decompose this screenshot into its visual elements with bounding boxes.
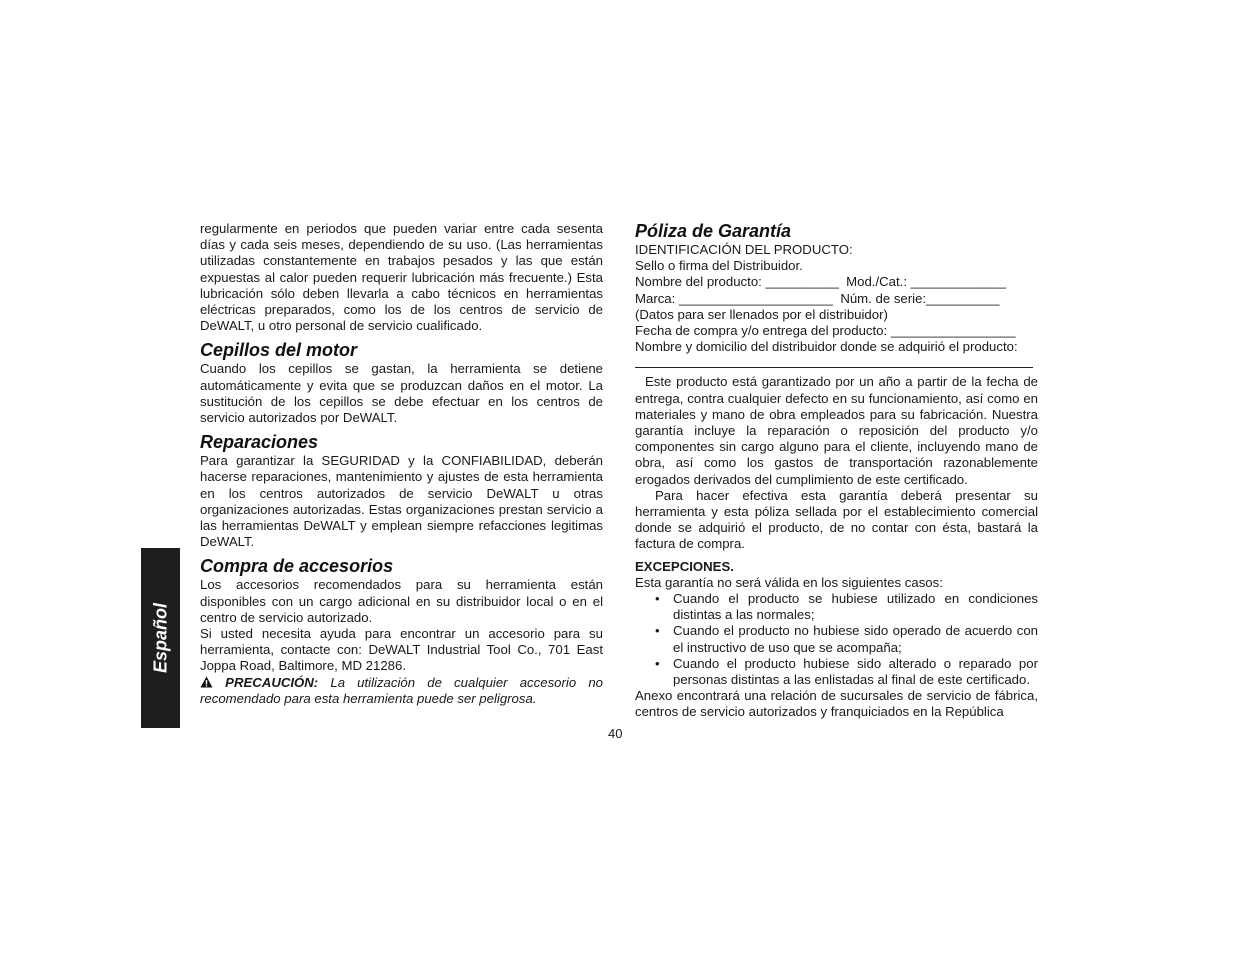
form-line-distributor-address: Nombre y domicilio del distribuidor donde se adquirió el producto: — [635, 339, 1018, 355]
warranty-paragraph-1: Este producto está garantizado por un año a partir de la fecha de entrega, contra cualquier defecto en su funcionamiento, así como en materiales y mano de obra empleados para su fabricación. Nuestra garantía incluye la reparación o reposición del producto y/o componentes sin cargo alguno para el cliente, incluyendo mano de obra, así como los gastos de transportación razonablemente erogados derivados del cumplimiento de este certificado. — [635, 374, 1038, 487]
form-line-seal: Sello o firma del Distribuidor. — [635, 258, 803, 274]
caution-text: La utilización de cualquier accesorio no recomendado para esta herramienta puede ser peligrosa. — [200, 674, 603, 706]
caution-paragraph — [200, 675, 603, 707]
repairs-heading: Reparaciones — [200, 432, 319, 453]
exceptions-heading: EXCEPCIONES. — [635, 558, 734, 574]
form-line-identification: IDENTIFICACIÓN DEL PRODUCTO: — [635, 242, 853, 257]
bullet-icon: • — [655, 591, 660, 607]
list-item — [635, 591, 1038, 623]
form-line-product-name: Nombre del producto: __________ Mod./Cat.: _____________ — [635, 274, 1006, 290]
list-item — [635, 656, 1038, 688]
exceptions-list — [635, 591, 1038, 688]
lubrication-paragraph: regularmente en periodos que pueden variar entre cada sesenta días y cada seis meses, dependiendo de su uso. (Las herramientas utilizadas constantemente en trabajos pesados y las que están expuestas al calor pueden requerir lubricación más frecuente.) Esta lubricación sólo deben llevarla a cabo técnicos en herramientas eléctricas preparados, como los de los centros de servicio de DeWALT, u otro personal de servicio cualificado. — [200, 221, 603, 334]
left-column — [200, 221, 603, 707]
form-line-purchase-date: Fecha de compra y/o entrega del producto: _________________ — [635, 323, 1016, 339]
exception-text: Cuando el producto se hubiese utilizado en condiciones distintas a las normales; — [673, 591, 1038, 623]
accessories-heading: Compra de accesorios — [200, 556, 394, 577]
bullet-icon: • — [655, 623, 660, 639]
bullet-icon: • — [655, 655, 660, 671]
right-column — [635, 221, 1038, 721]
warranty-paragraph-2: Para hacer efectiva esta garantía deberá presentar su herramienta y esta póliza sellada por el establecimiento comercial donde se adquirió el producto, de no contar con ésta, bastará la factura de compra. — [635, 487, 1038, 552]
form-line-brand: Marca: _____________________ Núm. de serie:__________ — [635, 290, 1000, 306]
list-item — [635, 623, 1038, 655]
annex-paragraph: Anexo encontrará una relación de sucursales de servicio de fábrica, centros de servicio autorizados y franquiciados en la República — [635, 688, 1038, 720]
address-blank-line — [635, 355, 1033, 368]
exception-text: Cuando el producto no hubiese sido operado de acuerdo con el instructivo de uso que se acompaña; — [673, 623, 1038, 655]
brushes-heading: Cepillos del motor — [200, 340, 358, 361]
accessories-paragraph-2: Si usted necesita ayuda para encontrar un accesorio para su herramienta, contacte con: DeWALT Industrial Tool Co., 701 East Joppa Road, Baltimore, MD 21286. — [200, 626, 603, 674]
exception-text: Cuando el producto hubiese sido alterado o reparado por personas distintas a las enlistadas al final de este certificado. — [673, 655, 1038, 688]
exceptions-intro: Esta garantía no será válida en los siguientes casos: — [635, 574, 943, 590]
form-line-distributor-note: (Datos para ser llenados por el distribuidor) — [635, 306, 888, 322]
accessories-paragraph-1: Los accesorios recomendados para su herramienta están disponibles con un cargo adicional en su distribuidor local o en el centro de servicio autorizado. — [200, 577, 603, 625]
brushes-paragraph: Cuando los cepillos se gastan, la herramienta se detiene automáticamente y evita que se produzcan daños en el motor. La sustitución de los cepillos se debe efectuar en los centros de servicio autorizados por DeWALT. — [200, 361, 603, 426]
language-label: Español — [150, 602, 170, 674]
caution-label: PRECAUCIÓN: — [225, 674, 319, 690]
page-number: 40 — [608, 726, 623, 741]
language-side-tab — [141, 548, 180, 728]
warranty-heading: Póliza de Garantía — [635, 221, 792, 241]
warning-triangle-icon — [200, 676, 213, 688]
repairs-paragraph: Para garantizar la SEGURIDAD y la CONFIABILIDAD, deberán hacerse reparaciones, mantenimiento y ajustes de esta herramienta en los centros autorizados de servicio DeWALT u otras organizaciones autorizadas. Estas organizaciones prestan servicio a las herramientas DeWALT y emplean siempre refacciones legitimas DeWALT. — [200, 453, 603, 550]
